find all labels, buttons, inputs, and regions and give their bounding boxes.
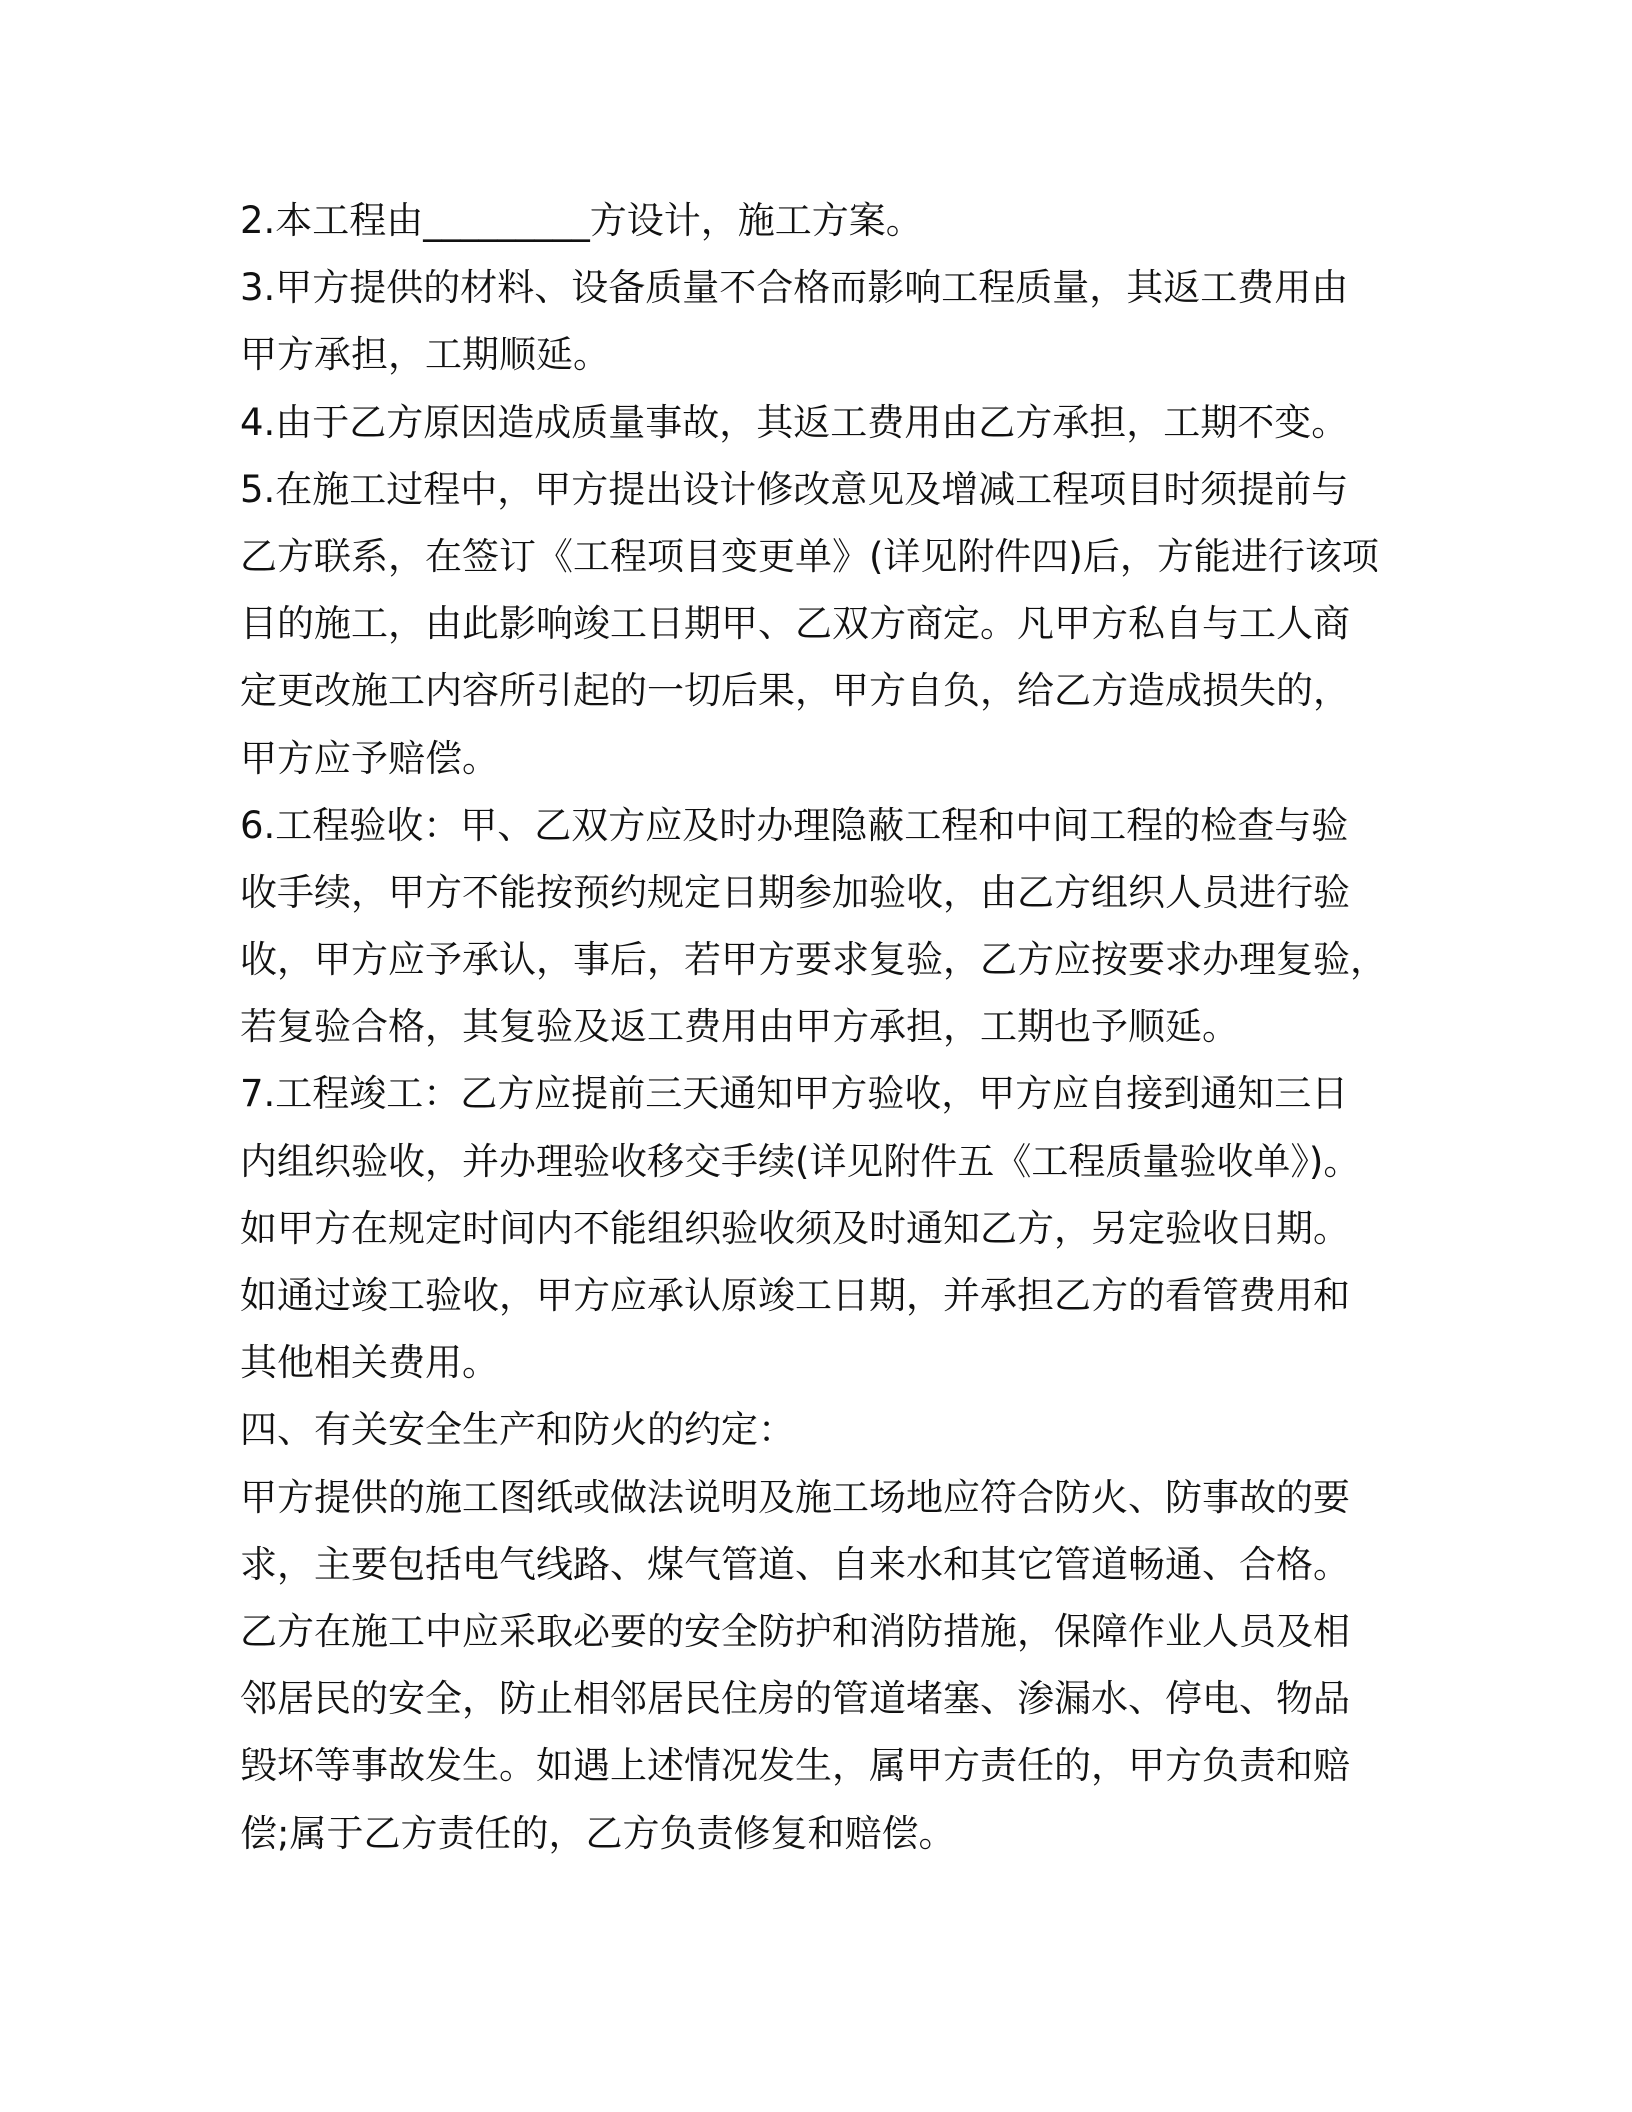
text-line-22: 乙方在施工中应采取必要的安全防护和消防措施，保障作业人员及相	[240, 1609, 1350, 1653]
text-line-6: 乙方联系，在签订《工程项目变更单》(详见附件四)后，方能进行该项	[240, 534, 1379, 578]
text-line-24: 毁坏等事故发生。如遇上述情况发生，属甲方责任的，甲方负责和赔	[240, 1744, 1350, 1788]
text-line-17: 如通过竣工验收，甲方应承认原竣工日期，并承担乙方的看管费用和	[240, 1274, 1350, 1317]
text-line-25: 偿;属于乙方责任的，乙方负责修复和赔偿。	[240, 1811, 956, 1855]
text-line-2: 3.甲方提供的材料、设备质量不合格而影响工程质量，其返工费用由	[240, 266, 1349, 310]
text-line-7: 目的施工，由此影响竣工日期甲、乙双方商定。凡甲方私自与工人商	[240, 602, 1350, 646]
text-line-4: 4.由于乙方原因造成质量事故，其返工费用由乙方承担，工期不变。	[240, 400, 1349, 444]
text-line-13: 若复验合格，其复验及返工费用由甲方承担，工期也予顺延。	[240, 1005, 1239, 1049]
document-body	[240, 187, 1400, 1867]
text-line-23: 邻居民的安全，防止相邻居民住房的管道堵塞、渗漏水、停电、物品	[240, 1677, 1350, 1721]
text-line-1: 2.本工程由_________方设计，施工方案。	[240, 199, 923, 242]
text-line-18: 其他相关费用。	[240, 1341, 499, 1385]
text-line-3: 甲方承担，工期顺延。	[240, 333, 610, 377]
text-line-11: 收手续，甲方不能按预约规定日期参加验收，由乙方组织人员进行验	[240, 870, 1350, 914]
text-line-20: 甲方提供的施工图纸或做法说明及施工场地应符合防火、防事故的要	[240, 1475, 1350, 1519]
text-line-21: 求，主要包括电气线路、煤气管道、自来水和其它管道畅通、合格。	[240, 1542, 1350, 1586]
text-line-16: 如甲方在规定时间内不能组织验收须及时通知乙方，另定验收日期。	[240, 1206, 1350, 1250]
text-line-8: 定更改施工内容所引起的一切后果，甲方自负，给乙方造成损失的，	[240, 669, 1350, 713]
text-line-5: 5.在施工过程中，甲方提出设计修改意见及增减工程项目时须提前与	[240, 467, 1349, 511]
text-line-14: 7.工程竣工：乙方应提前三天通知甲方验收，甲方应自接到通知三日	[240, 1072, 1349, 1116]
text-line-9: 甲方应予赔偿。	[240, 736, 499, 780]
section-heading: 四、有关安全生产和防火的约定：	[240, 1408, 795, 1452]
text-line-15: 内组织验收，并办理验收移交手续(详见附件五《工程质量验收单》)。	[240, 1139, 1361, 1183]
text-line-10: 6.工程验收：甲、乙双方应及时办理隐蔽工程和中间工程的检查与验	[240, 803, 1349, 847]
text-line-12: 收，甲方应予承认，事后，若甲方要求复验，乙方应按要求办理复验，	[240, 938, 1387, 982]
